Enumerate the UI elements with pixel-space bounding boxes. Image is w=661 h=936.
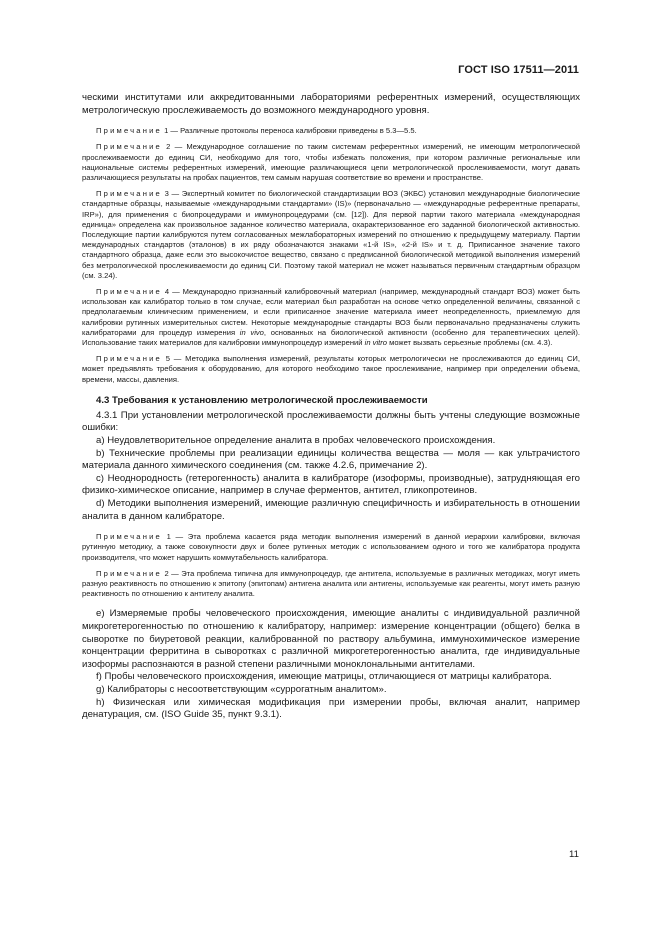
note-label: Примечание <box>96 287 162 297</box>
list-item-d: d) Методики выполнения измерений, имеющие различную специфичность и избирательность в отношении аналита в данном калибраторе. <box>82 498 580 522</box>
document-header: ГОСТ ISO 17511—2011 <box>458 64 579 76</box>
note-d-2: Примечание 2 — Эта проблема типична для иммунопроцедур, где антитела, используемые в различных методиках, могут иметь разную реактивность по отношению к эпитопу (эпитопам) антигена аналита или антигены, используемые как реагенты, могут иметь разную реактивность по отношению к антителу аналита. <box>82 568 580 599</box>
paragraph-4-3-1: 4.3.1 При установлении метрологической прослеживаемости должны быть учтены следующие возможные ошибки: <box>82 409 580 434</box>
note-label: Примечание <box>96 126 162 136</box>
page-number: 11 <box>569 849 579 860</box>
note-d-1: Примечание 1 — Эта проблема касается ряда методик выполнения измерений в данной иерархии калибровки, включая рутинную методику, а также совокупности двух и более рутинных методик с использованием одного и того же калибратора продукта производителя, что может нарушить коммутабельность калибратора. <box>82 532 580 562</box>
list-item-c: c) Неоднородность (гетерогенность) аналита в калибраторе (изоформы, производные), затрудняющая его физико-химическое описание, например в случае ферментов, антител, гликопротеинов. <box>82 472 580 497</box>
note-3: Примечание 3 — Экспертный комитет по биологической стандартизации ВОЗ (ЭКБС) установил международные биологические стандартные образцы, называемые «международными стандартами» (IS)» (первоначально — «международные референтные препараты, IRP»), для применения с биопроцедурами и иммунопроцедурами (см. [12]). Для первой партии такого материала «международная единица» определена как произвольное заданное количество материала, охарактеризованное его заданной биологической активностью. Последующие партии калибруются путем согласованных межлабораторных измерений по отношению к предыдущему материалу. Партии международных стандартов (эталонов) в их ряду обозначаются знаками «1-й IS», «2-й IS» и т. д. Приписанное значение такого стандартного образца, даже если это высокочистое вещество, связано с предписанной биологической методикой выполнения измерений без метрологической прослеживаемости до единиц СИ. Поэтому такой материал не может называться первичным стандартным образцом (см. 3.24). <box>82 189 580 280</box>
note-label: Примечание <box>96 354 162 364</box>
note-4: Примечание 4 — Международно признанный калибровочный материал (например, международный стандарт ВОЗ) может быть использован как калибратор только в том случае, если материал был разработан на основе четко определенной величины, связанной с предполагаемым клиническим применением, и если приписанное значение материала имеет неопределенность, приемлемую для калибровки рутинных измерительных систем. Некоторые международные стандарты ВОЗ были первоначально предназначены служить калибраторами для процедур измерения in vivo, основанных на биологической активности (особенно для терапевтических целей). Использование таких материалов для калибровки иммунопроцедур измерений in vitro может вызвать серьезные проблемы (см. 4.3). <box>82 287 581 348</box>
list-item-b: b) Технические проблемы при реализации единицы количества вещества — моля — как ультрачистого материала данного химического соединения (см. также 4.2.6, примечание 2). <box>82 447 580 472</box>
note-label: Примечание <box>96 142 162 152</box>
list-item-e: e) Измеряемые пробы человеческого происхождения, имеющие аналиты с индивидуальной различной микрогетерогенностью по отношению к калибратору, например: измерение концентрации (общего) белка в сыворотке по биуретовой реакции, калиброванной по раствору альбумина, иммунохимическое измерение концентрации ферритина в сыворотках с различной микрогетерогенностью аналита, где индивидуальные изоформы распознаются в разной степени различными моноклональными антителами. <box>82 608 580 670</box>
note-2: Примечание 2 — Международное соглашение по таким системам референтных измерений, не имеющим метрологической прослеживаемости до единиц СИ, необходимо для того, чтобы избежать положения, при котором различные региональные или национальные системы референтных измерений, имеющие различающиеся цепи метрологической прослеживаемости, могут давать различающиеся результаты на пробах пациентов, тем самым нарушая соответствие во времени и пространстве. <box>82 142 580 182</box>
note-1: Примечание 1 — Различные протоколы переноса калибровки приведены в 5.3—5.5. <box>96 126 417 136</box>
note-label: Примечание <box>96 189 162 199</box>
page-body <box>82 92 580 722</box>
note-label: Примечание <box>96 532 162 542</box>
list-item-f: f) Пробы человеческого происхождения, имеющие матрицы, отличающиеся от матрицы калибратора. <box>96 671 552 683</box>
paragraph-continued: ческими институтами или аккредитованными лабораториями референтных измерений, осуществляющих метрологическую прослеживаемость до возможного международного уровня. <box>82 92 580 116</box>
list-item-a: a) Неудовлетворительное определение аналита в пробах человеческого происхождения. <box>96 435 496 447</box>
note-label: Примечание <box>96 568 162 578</box>
list-item-h: h) Физическая или химическая модификация при измерении пробы, включая аналит, например денатурация, см. (ISO Guide 35, пункт 9.3.1). <box>82 696 580 721</box>
note-5: Примечание 5 — Методика выполнения измерений, результаты которых метрологически не прослеживаются до единиц СИ, может предъявлять требования к оборудованию, для которого необходимо такое прослеживание, например при определении объема, времени, массы, давления. <box>82 354 580 384</box>
section-heading-4-3: 4.3 Требования к установлению метрологической прослеживаемости <box>96 394 428 406</box>
list-item-g: g) Калибраторы с несоответствующим «суррогатным аналитом». <box>96 683 387 695</box>
